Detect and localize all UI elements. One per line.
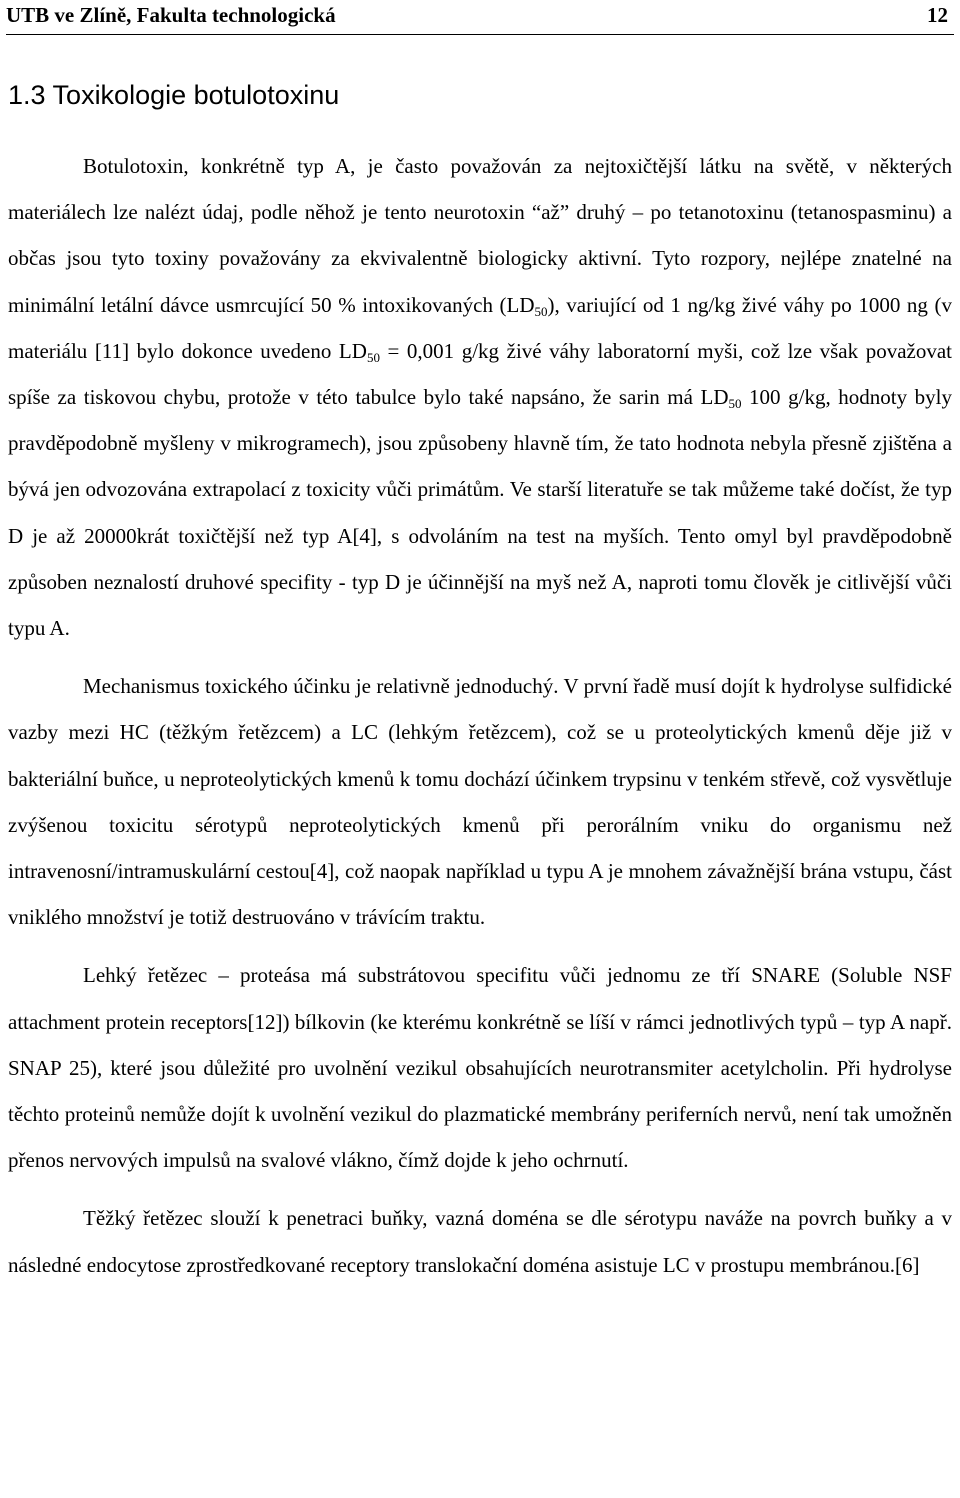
p1-part-e: 100 g/kg, hodnoty byly pravděpodobně myšleny v mikrogramech), jsou způsobeny hlavně tím, že tato hodnota nebyla přesně zjištěna a bývá jen odvozována extrapolací z toxicity vůči primátům. Ve starší literatuře se tak můžeme také dočíst, že typ D je až 20000krát toxičtější než typ A[4], s odvoláním na test na myších. Tento omyl byl pravděpodobně způsoben neznalostí druhové specifity - typ D je účinnější na myš než A, naproti tomu člověk je citlivější vůči typu A.	[8, 385, 952, 641]
body-text	[8, 143, 952, 1288]
paragraph-2: Mechanismus toxického účinku je relativně jednoduchý. V první řadě musí dojít k hydrolyse sulfidické vazby mezi HC (těžkým řetězcem) a LC (lehkým řetězcem), což se u proteolytických kmenů děje již v bakteriální buňce, u neproteolytických kmenů k tomu dochází účinkem trypsinu v tenkém střevě, což vysvětluje zvýšenou toxicitu sérotypů neproteolytických kmenů při perorálním vniku do organismu než intravenosní/intramuskulární cestou[4], což naopak například u typu A je mnohem závažnější brána vstupu, část vniklého množství je totiž destruováno v trávícím traktu.	[8, 674, 952, 930]
ld50-subscript: 50	[728, 396, 742, 412]
ld50-subscript: 50	[534, 303, 548, 319]
ld50-subscript: 50	[366, 349, 380, 365]
paragraph-1	[8, 143, 952, 651]
p1-part-a: Botulotoxin, konkrétně typ A, je často považován za nejtoxičtější látku na světě, v některých materiálech lze nalézt údaj, podle něhož je tento neurotoxin “až” druhý – po tetanotoxinu (tetanospasminu) a občas jsou tyto toxiny považovány za ekvivalentně biologicky aktivní.	[8, 154, 952, 271]
p1-part-d: = 0,001 g/kg živé váhy laboratorní myši, což lze však považovat spíše za tiskovou chybu, protože v této tabulce bylo také napsáno, že sarin má LD	[8, 338, 952, 410]
paragraph-3: Lehký řetězec – proteása má substrátovou specifitu vůči jednomu ze tří SNARE (Soluble NSF attachment protein receptors[12]) bílkovin (ke kterému konkrétně se líší v rámci jednotlivých typů – typ A např. SNAP 25), které jsou důležité pro uvolnění vezikul obsahujících neurotransmiter acetylcholin. Při hydrolyse těchto proteinů nemůže dojít k uvolnění vezikul do plazmatické membrány periferních nervů, není tak umožněn přenos nervových impulsů na svalové vlákno, čímž dojde k jeho ochrnutí.	[8, 963, 952, 1173]
section-title: 1.3 Toxikologie botulotoxinu	[8, 80, 340, 110]
paragraph-4: Těžký řetězec slouží k penetraci buňky, vazná doména se dle sérotypu naváže na povrch buňky a v následné endocytose zprostředkované receptory translokační doména asistuje LC v prostupu membránou.[6]	[8, 1206, 952, 1277]
p1-part-b: Tyto rozpory, nejlépe znatelné na minimální letální dávce usmrcující 50 % intoxikovaných (LD	[8, 246, 952, 317]
header-institution: UTB ve Zlíně, Fakulta technologická	[6, 3, 336, 27]
header-page-number: 12	[927, 3, 948, 27]
p1-part-c: ), variující od 1 ng/kg živé váhy po 1000 ng (v materiálu [11] bylo dokonce uvedeno LD	[8, 292, 952, 363]
page-header	[6, 0, 954, 35]
